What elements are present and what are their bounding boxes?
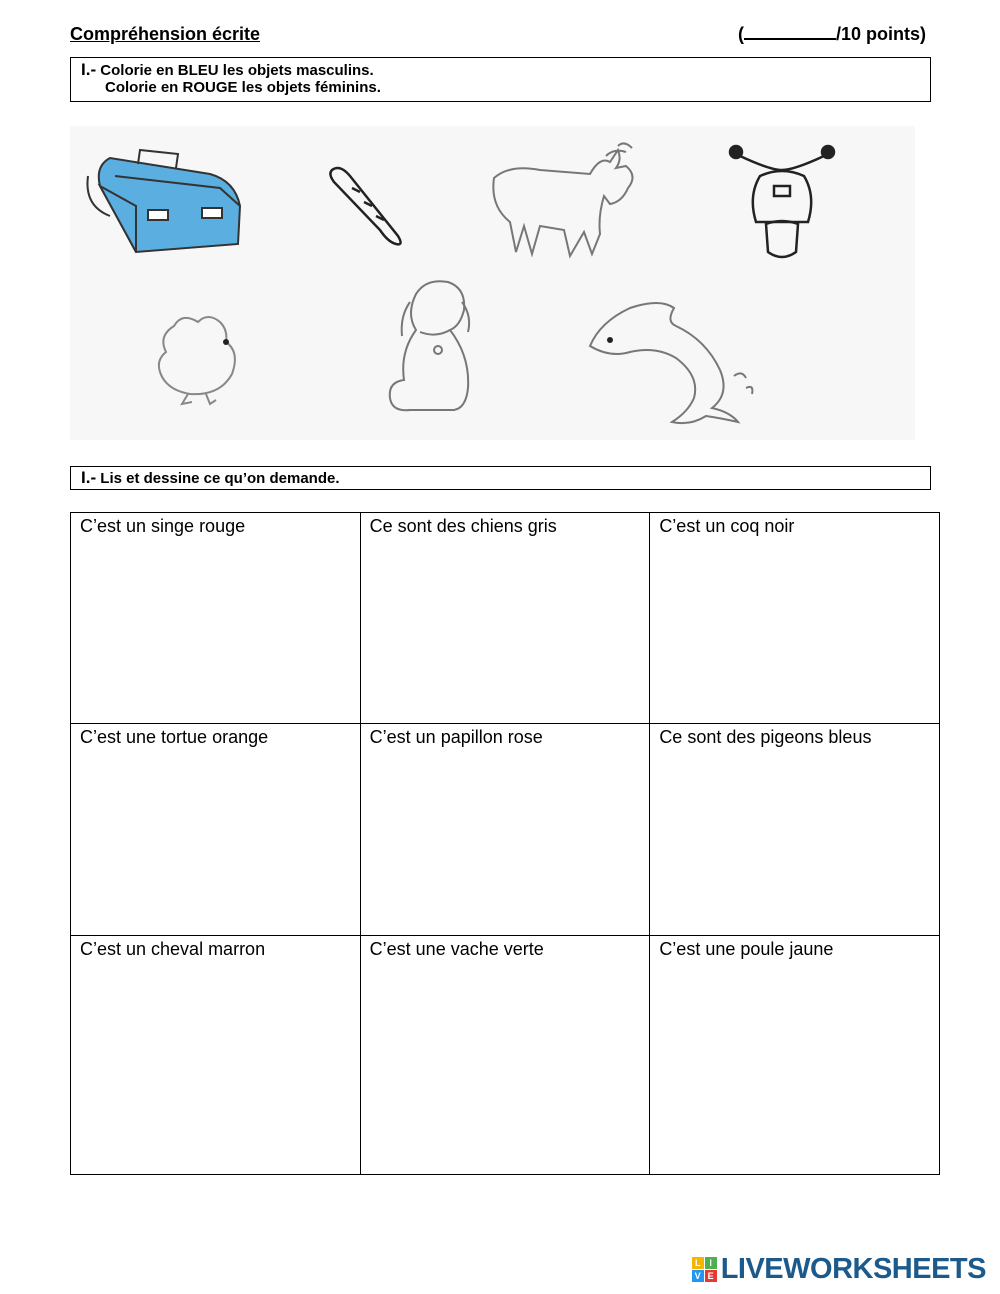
cell-label: Ce sont des pigeons bleus [659, 727, 872, 747]
cell-label: C’est un coq noir [659, 516, 795, 536]
cell-label: C’est une vache verte [369, 939, 544, 959]
instruction-box-2 [70, 466, 931, 490]
grid-row [71, 724, 940, 936]
grid-cell[interactable] [360, 724, 650, 936]
worksheet-title: Compréhension écrite [70, 24, 261, 44]
grid-row [71, 936, 940, 1175]
grid-cell[interactable] [650, 936, 940, 1175]
grid-cell[interactable] [650, 513, 940, 724]
grid-cell[interactable] [71, 513, 361, 724]
drawing-grid [70, 512, 940, 1175]
section-number: I.- [81, 468, 97, 487]
grid-cell[interactable] [360, 513, 650, 724]
instruction-line-1: Colorie en BLEU les objets masculins. [100, 62, 374, 79]
cell-label: C’est une tortue orange [80, 727, 269, 747]
logo-letter: I [705, 1257, 717, 1269]
instruction-text: Lis et dessine ce qu’on demande. [100, 470, 340, 487]
score-open: ( [737, 24, 744, 44]
dauphin-icon[interactable] [590, 303, 752, 423]
cell-label: Ce sont des chiens gris [369, 516, 557, 536]
logo-mark-icon [692, 1257, 717, 1282]
chevre-icon[interactable] [493, 143, 632, 256]
coloring-images [70, 126, 915, 440]
grid-cell[interactable] [71, 936, 361, 1175]
cell-label: C’est un singe rouge [80, 516, 246, 536]
instruction-line-2: Colorie en ROUGE les objets féminins. [105, 79, 381, 96]
cartable-icon[interactable] [87, 150, 240, 252]
cell-label: C’est un cheval marron [80, 939, 266, 959]
instruction-box-1 [70, 57, 931, 102]
chien-icon[interactable] [390, 281, 469, 410]
section-number: I.- [81, 60, 97, 79]
logo-letter: E [705, 1270, 717, 1282]
grid-cell[interactable] [360, 936, 650, 1175]
baguette-icon[interactable] [330, 168, 400, 244]
cell-label: C’est une poule jaune [659, 939, 834, 959]
logo-text: LIVEWORKSHEETS [720, 1252, 986, 1285]
grid-cell[interactable] [71, 724, 361, 936]
liveworksheets-logo[interactable] [692, 1254, 986, 1284]
grid-row [71, 513, 940, 724]
cell-label: C’est un papillon rose [369, 727, 543, 747]
score-blank[interactable] [744, 24, 836, 40]
logo-letter: L [692, 1257, 704, 1269]
scooter-icon[interactable] [730, 146, 834, 257]
score-field [738, 24, 926, 45]
poule-icon[interactable] [159, 317, 235, 404]
logo-letter: V [692, 1270, 704, 1282]
score-suffix: /10 points) [835, 24, 926, 44]
grid-cell[interactable] [650, 724, 940, 936]
